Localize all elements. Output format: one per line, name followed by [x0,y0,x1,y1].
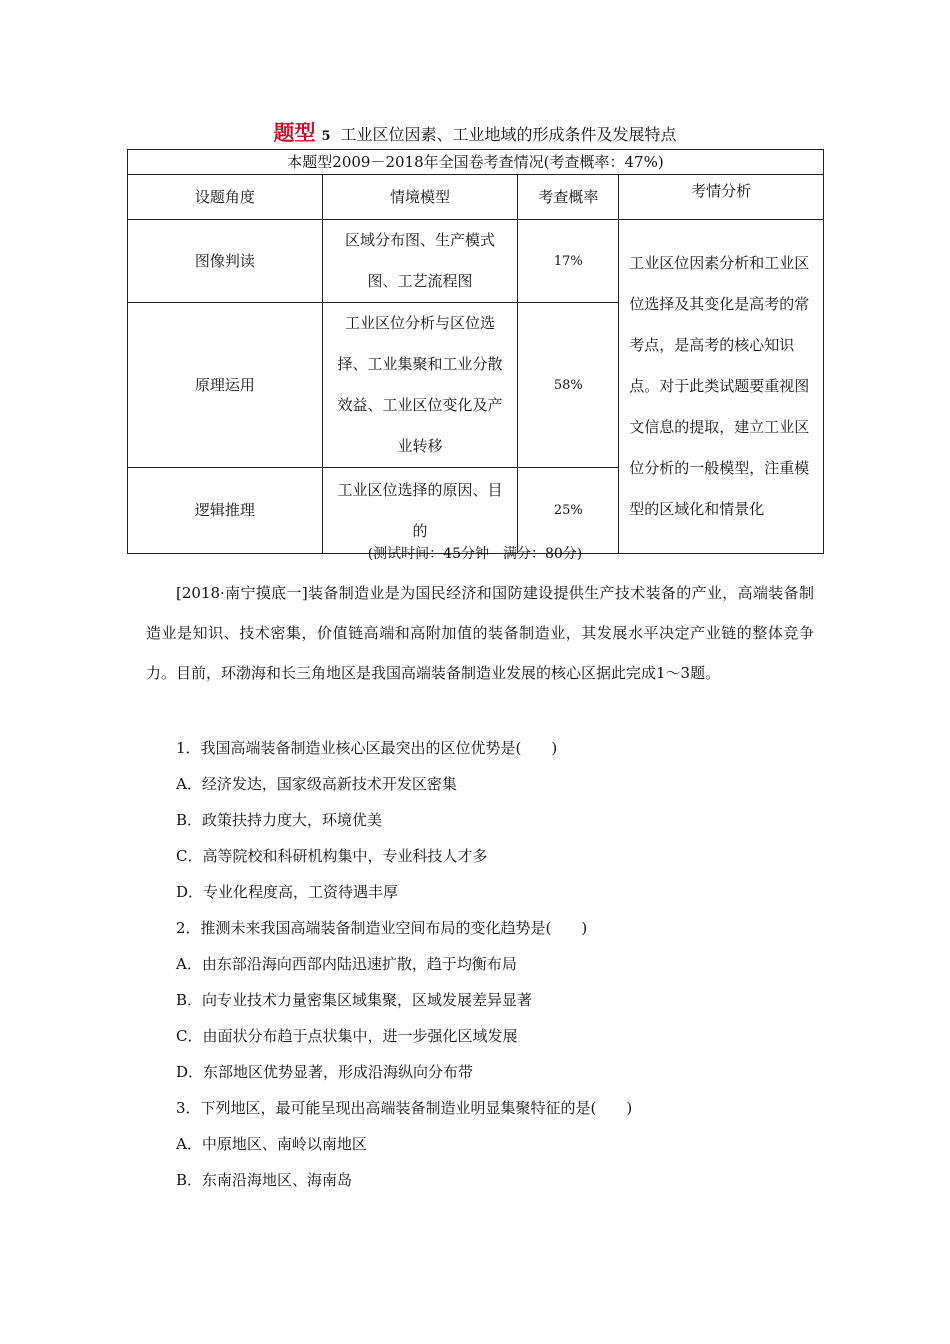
page-title [0,120,950,150]
table-caption: 本题型2009－2018年全国卷考查情况(考查概率：47%) [128,150,824,175]
table-cell-rate: 25% [518,468,619,554]
question-type-title: 工业区位因素、工业地域的形成条件及发展特点 [340,125,677,144]
question-stem: 2．推测未来我国高端装备制造业空间布局的变化趋势是( ) [176,919,588,937]
table-cell-model: 工业区位选择的原因、目的 [322,468,518,554]
question-type-tag: 题型 [273,120,316,145]
answer-option: D．东部地区优势显著，形成沿海纵向分布带 [176,1063,474,1081]
table-cell-model: 工业区位分析与区位选择、工业集聚和工业分散效益、工业区位变化及产业转移 [322,303,518,468]
answer-option: C．由面状分布趋于点状集中，进一步强化区域发展 [176,1027,518,1045]
question-type-number: 5 [321,129,331,144]
column-header-analysis: 考情分析 [619,175,824,220]
answer-option: A．经济发达，国家级高新技术开发区密集 [176,775,457,793]
table-cell-analysis: 工业区位因素分析和工业区位选择及其变化是高考的常考点，是高考的核心知识点。对于此类试题要重视图文信息的提取，建立工业区位分析的一般模型，注重模型的区域化和情景化 [619,220,824,554]
column-header-model: 情境模型 [322,175,518,220]
answer-option: B．东南沿海地区、海南岛 [176,1171,353,1189]
answer-option: C．高等院校和科研机构集中，专业科技人才多 [176,847,488,865]
answer-option: A．中原地区、南岭以南地区 [176,1135,367,1153]
table-cell-rate: 58% [518,303,619,468]
table-cell-angle: 图像判读 [128,220,323,303]
column-header-rate: 考查概率 [518,175,619,220]
reading-passage: [2018·南宁摸底一]装备制造业是为国民经济和国防建设提供生产技术装备的产业，高端装备制造业是知识、技术密集，价值链高端和高附加值的装备制造业，其发展水平决定产业链的整体竞争力。目前，环渤海和长三角地区是我国高端装备制造业发展的核心区据此完成1～3题。 [146,584,814,682]
table-cell-model: 区域分布图、生产模式图、工艺流程图 [322,220,518,303]
test-info: (测试时间：45分钟 满分：80分) [367,546,583,562]
answer-option: A．由东部沿海向西部内陆迅速扩散，趋于均衡布局 [176,955,517,973]
answer-option: B．政策扶持力度大，环境优美 [176,811,383,829]
table-cell-rate: 17% [518,220,619,303]
answer-option: D．专业化程度高，工资待遇丰厚 [176,883,399,901]
table-cell-angle: 原理运用 [128,303,323,468]
question-stem: 1．我国高端装备制造业核心区最突出的区位优势是( ) [176,739,558,757]
table-cell-angle: 逻辑推理 [128,468,323,554]
answer-option: B．向专业技术力量密集区域集聚，区域发展差异显著 [176,991,533,1009]
column-header-angle: 设题角度 [128,175,323,220]
exam-survey-table [127,149,824,554]
question-stem: 3．下列地区，最可能呈现出高端装备制造业明显集聚特征的是( ) [176,1099,633,1117]
